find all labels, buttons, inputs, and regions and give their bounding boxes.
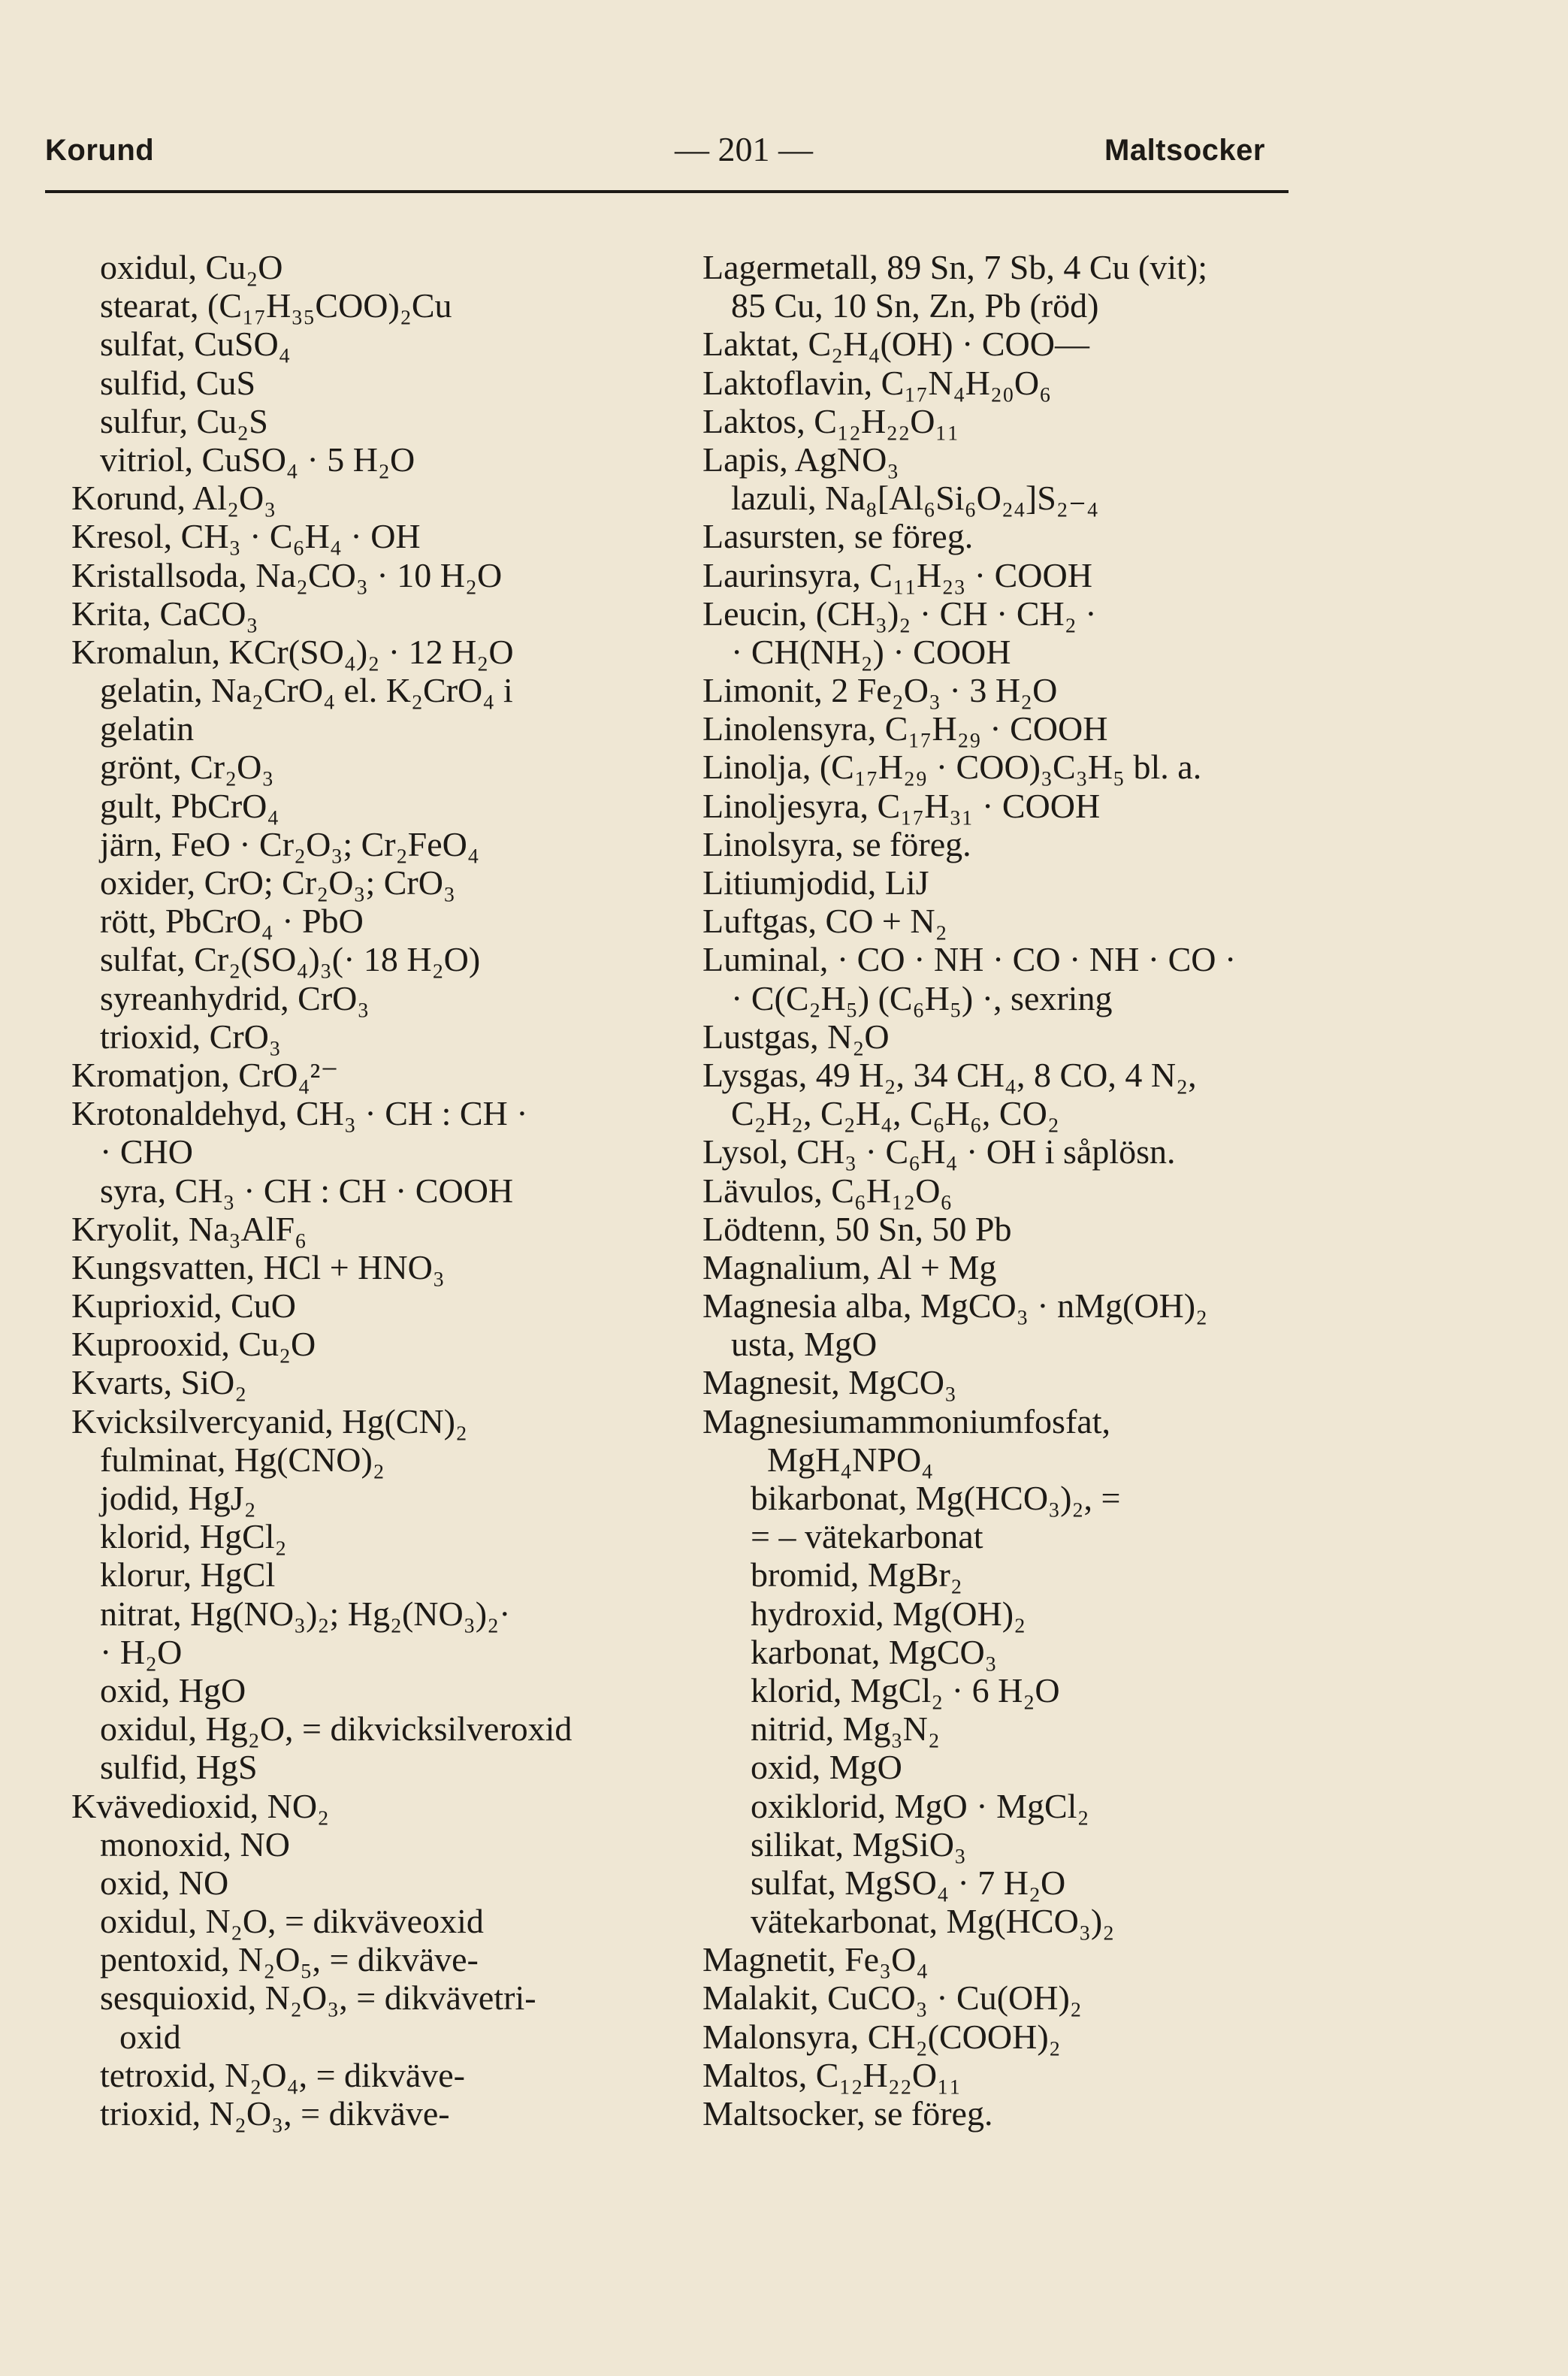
dictionary-entry: Linolja, (C₁₇H₂₉ · COO)₃C₃H₅ bl. a.	[702, 748, 1202, 787]
dictionary-entry: Kvävedioxid, NO₂	[71, 1786, 330, 1825]
dictionary-entry: Kromalun, KCr(SO₄)₂ · 12 H₂O	[71, 632, 514, 671]
dictionary-entry: C₂H₂, C₂H₄, C₆H₆, CO₂	[731, 1094, 1059, 1133]
dictionary-entry: oxid, NO	[100, 1863, 229, 1902]
dictionary-entry: Laktos, C₁₂H₂₂O₁₁	[702, 401, 959, 440]
dictionary-entry: Magnalium, Al + Mg	[702, 1247, 997, 1286]
dictionary-entry: Luminal, · CO · NH · CO · NH · CO ·	[702, 940, 1237, 979]
dictionary-entry: Magnesiumammoniumfosfat,	[702, 1401, 1110, 1440]
dictionary-entry: Linoljesyra, C₁₇H₃₁ · COOH	[702, 786, 1101, 825]
dictionary-entry: Lagermetall, 89 Sn, 7 Sb, 4 Cu (vit);	[702, 248, 1208, 286]
dictionary-entry: sulfid, CuS	[100, 363, 256, 402]
dictionary-entry: Kuprioxid, CuO	[71, 1286, 296, 1326]
dictionary-entry: Kuprooxid, Cu₂O	[71, 1325, 316, 1364]
dictionary-entry: oxid, HgO	[100, 1670, 246, 1709]
dictionary-entry: Kristallsoda, Na₂CO₃ · 10 H₂O	[71, 555, 503, 594]
dictionary-entry: klorid, HgCl₂	[100, 1517, 287, 1556]
dictionary-entry: oxid	[119, 2017, 181, 2056]
dictionary-entry: oxid, MgO	[751, 1748, 902, 1787]
dictionary-entry: Linolsyra, se föreg.	[702, 824, 971, 863]
dictionary-entry: Magnesia alba, MgCO₃ · nMg(OH)₂	[702, 1286, 1208, 1326]
dictionary-entry: Lysol, CH₃ · C₆H₄ · OH i såplösn.	[702, 1132, 1176, 1171]
dictionary-entry: oxider, CrO; Cr₂O₃; CrO₃	[100, 863, 456, 902]
dictionary-entry: Magnetit, Fe₃O₄	[702, 1940, 929, 1979]
dictionary-entry: rött, PbCrO₄ · PbO	[100, 902, 364, 941]
dictionary-entry: Korund, Al₂O₃	[71, 479, 276, 518]
dictionary-entry: trioxid, N₂O₃, = dikväve-	[100, 2094, 450, 2133]
dictionary-entry: Lasursten, se föreg.	[702, 517, 974, 556]
dictionary-entry: bromid, MgBr₂	[751, 1555, 962, 1595]
dictionary-entry: sulfat, Cr₂(SO₄)₃(· 18 H₂O)	[100, 940, 481, 979]
dictionary-entry: karbonat, MgCO₃	[751, 1632, 997, 1671]
dictionary-entry: bikarbonat, Mg(HCO₃)₂, =	[751, 1479, 1121, 1517]
dictionary-entry: Kresol, CH₃ · C₆H₄ · OH	[71, 517, 421, 556]
dictionary-entry: Lapis, AgNO₃	[702, 440, 899, 479]
dictionary-entry: grönt, Cr₂O₃	[100, 748, 274, 787]
dictionary-entry: sesquioxid, N₂O₃, = dikvävetri-	[100, 1978, 536, 2018]
dictionary-entry: Leucin, (CH₃)₂ · CH · CH₂ ·	[702, 594, 1097, 633]
dictionary-entry: = – vätekarbonat	[751, 1517, 983, 1556]
dictionary-entry: usta, MgO	[731, 1325, 878, 1364]
dictionary-entry: gelatin, Na₂CrO₄ el. K₂CrO₄ i	[100, 671, 513, 710]
dictionary-entry: · C(C₂H₅) (C₆H₅) ·, sexring	[731, 978, 1113, 1017]
dictionary-entry: pentoxid, N₂O₅, = dikväve-	[100, 1940, 479, 1979]
dictionary-entry: klorur, HgCl	[100, 1555, 276, 1595]
dictionary-entry: gelatin	[100, 709, 195, 748]
dictionary-entry: monoxid, NO	[100, 1824, 290, 1864]
dictionary-entry: Limonit, 2 Fe₂O₃ · 3 H₂O	[702, 671, 1058, 710]
dictionary-entry: Lävulos, C₆H₁₂O₆	[702, 1171, 953, 1210]
dictionary-entry: Litiumjodid, LiJ	[702, 863, 929, 902]
dictionary-entry: klorid, MgCl₂ · 6 H₂O	[751, 1670, 1060, 1709]
dictionary-entry: Linolensyra, C₁₇H₂₉ · COOH	[702, 709, 1108, 748]
running-head-right: Maltsocker	[1104, 134, 1265, 167]
dictionary-entry: Malonsyra, CH₂(COOH)₂	[702, 2017, 1061, 2056]
dictionary-entry: syreanhydrid, CrO₃	[100, 978, 370, 1017]
dictionary-entry: Lödtenn, 50 Sn, 50 Pb	[702, 1209, 1012, 1248]
dictionary-entry: MgH₄NPO₄	[767, 1440, 934, 1479]
page-header	[0, 0, 1568, 203]
dictionary-entry: järn, FeO · Cr₂O₃; Cr₂FeO₄	[100, 824, 479, 863]
dictionary-entry: Kryolit, Na₃AlF₆	[71, 1209, 307, 1248]
dictionary-entry: Lustgas, N₂O	[702, 1017, 890, 1056]
page-number: — 201 —	[675, 130, 813, 168]
dictionary-entry: oxidul, N₂O, = dikväveoxid	[100, 1902, 484, 1941]
dictionary-entry: oxiklorid, MgO · MgCl₂	[751, 1786, 1089, 1825]
dictionary-entry: nitrid, Mg₃N₂	[751, 1709, 940, 1749]
dictionary-entry: Kungsvatten, HCl + HNO₃	[71, 1247, 445, 1286]
dictionary-entry: lazuli, Na₈[Al₆Si₆O₂₄]S₂₋₄	[731, 479, 1099, 518]
dictionary-entry: Luftgas, CO + N₂	[702, 902, 947, 941]
right-column	[702, 248, 1326, 2133]
dictionary-entry: Magnesit, MgCO₃	[702, 1363, 957, 1402]
dictionary-entry: · CHO	[100, 1132, 193, 1171]
dictionary-entry: tetroxid, N₂O₄, = dikväve-	[100, 2055, 465, 2094]
dictionary-entry: Malakit, CuCO₃ · Cu(OH)₂	[702, 1978, 1082, 2018]
dictionary-entry: 85 Cu, 10 Sn, Zn, Pb (röd)	[731, 286, 1099, 325]
dictionary-entry: sulfid, HgS	[100, 1748, 258, 1787]
dictionary-entry: oxidul, Hg₂O, = dikvicksilveroxid	[100, 1709, 573, 1749]
dictionary-entry: gult, PbCrO₄	[100, 786, 279, 825]
dictionary-entry: sulfur, Cu₂S	[100, 401, 268, 440]
dictionary-entry: Krotonaldehyd, CH₃ · CH : CH ·	[71, 1094, 528, 1133]
dictionary-entry: silikat, MgSiO₃	[751, 1824, 966, 1864]
dictionary-entry: · CH(NH₂) · COOH	[731, 632, 1011, 671]
dictionary-entry: Laktat, C₂H₄(OH) · COO—	[702, 325, 1089, 364]
dictionary-entry: vitriol, CuSO₄ · 5 H₂O	[100, 440, 415, 479]
dictionary-entry: sulfat, MgSO₄ · 7 H₂O	[751, 1863, 1066, 1902]
dictionary-entry: Kromatjon, CrO₄²⁻	[71, 1055, 339, 1094]
dictionary-entry: stearat, (C₁₇H₃₅COO)₂Cu	[100, 286, 452, 325]
dictionary-entry: Laktoflavin, C₁₇N₄H₂₀O₆	[702, 363, 1052, 402]
dictionary-entry: Laurinsyra, C₁₁H₂₃ · COOH	[702, 555, 1092, 594]
dictionary-entry: oxidul, Cu₂O	[100, 248, 283, 286]
dictionary-entry: jodid, HgJ₂	[100, 1479, 256, 1517]
dictionary-entry: syra, CH₃ · CH : CH · COOH	[100, 1171, 514, 1210]
dictionary-entry: hydroxid, Mg(OH)₂	[751, 1594, 1026, 1633]
dictionary-entry: Kvarts, SiO₂	[71, 1363, 247, 1402]
dictionary-entry: Krita, CaCO₃	[71, 594, 258, 633]
dictionary-entry: Maltsocker, se föreg.	[702, 2094, 993, 2133]
running-head-left: Korund	[45, 134, 155, 167]
dictionary-entry: nitrat, Hg(NO₃)₂; Hg₂(NO₃)₂·	[100, 1594, 511, 1633]
dictionary-entry: Maltos, C₁₂H₂₂O₁₁	[702, 2055, 962, 2094]
dictionary-entry: vätekarbonat, Mg(HCO₃)₂	[751, 1902, 1115, 1941]
dictionary-entry: sulfat, CuSO₄	[100, 325, 291, 364]
dictionary-entry: Lysgas, 49 H₂, 34 CH₄, 8 CO, 4 N₂,	[702, 1055, 1197, 1094]
dictionary-entry: · H₂O	[100, 1632, 183, 1671]
dictionary-entry: Kvicksilvercyanid, Hg(CN)₂	[71, 1401, 468, 1440]
header-rule	[45, 190, 1289, 193]
left-column	[71, 248, 718, 2133]
dictionary-entry: trioxid, CrO₃	[100, 1017, 281, 1056]
dictionary-entry: fulminat, Hg(CNO)₂	[100, 1440, 385, 1479]
